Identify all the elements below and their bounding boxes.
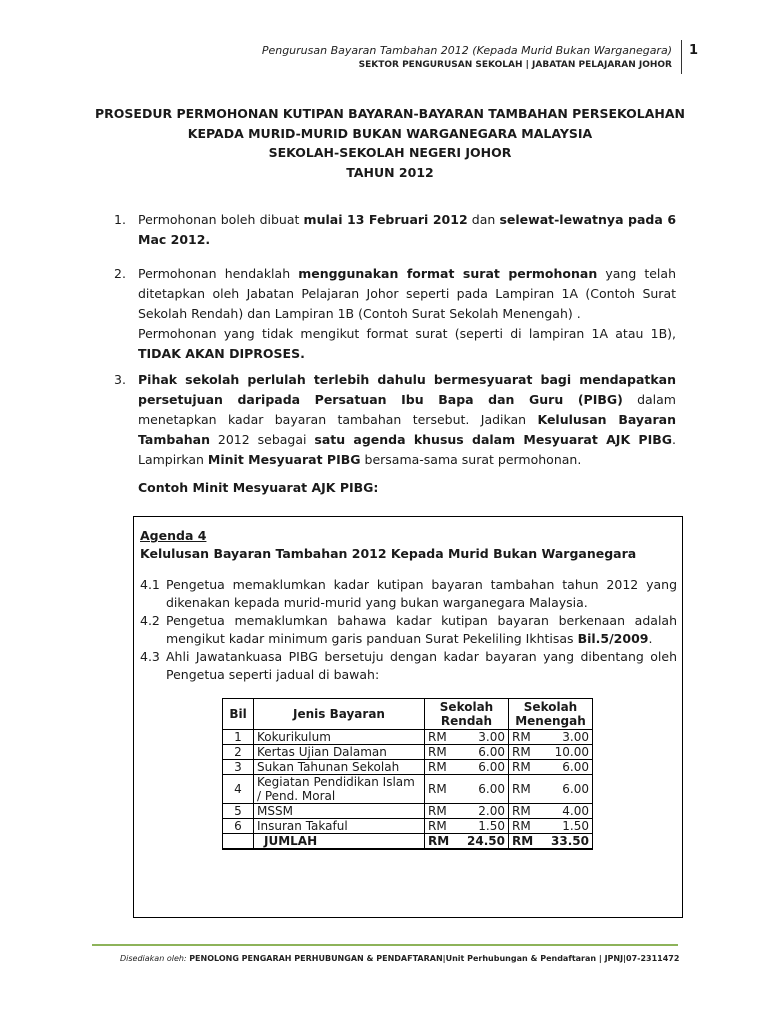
item-3-c: Kelulusan Bayaran Tambahan: [138, 412, 676, 447]
item-2-d: Permohonan yang tidak mengikut format surat (seperti di lampiran 1A atau 1B),: [138, 326, 676, 341]
cell-jenis: Kertas Ujian Dalaman: [254, 745, 425, 760]
table-row: [223, 775, 593, 804]
cell-menengah-currency: RM: [509, 804, 535, 819]
cell-bil: [223, 834, 254, 850]
header-divider: [681, 40, 682, 74]
cell-rendah-currency: RM: [425, 745, 451, 760]
item-2-a: Permohonan hendaklah: [138, 266, 299, 281]
cell-menengah-currency: RM: [509, 745, 535, 760]
table-row: [223, 819, 593, 834]
item-3-b: dalam menetapkan kadar bayaran tambahan tersebut. Jadikan: [138, 392, 676, 427]
cell-bil: 1: [223, 730, 254, 745]
col-header-rendah: Sekolah Rendah: [425, 699, 509, 730]
cell-rendah-currency: RM: [425, 804, 451, 819]
col-header-bil: Bil: [223, 699, 254, 730]
table-total-row: [223, 834, 593, 850]
item-2-c: yang telah ditetapkan oleh Jabatan Pelajaran Johor seperti pada Lampiran 1A (Contoh Surat Sekolah Rendah) dan Lampiran 1B (Contoh Surat Sekolah Menengah) .: [138, 266, 676, 321]
item-3-text: [138, 370, 676, 470]
item-3-g: Minit Mesyuarat PIBG: [207, 452, 361, 467]
item-2-text: [138, 264, 676, 364]
cell-jenis: MSSM: [254, 804, 425, 819]
item-1-b: mulai 13 Februari 2012: [303, 212, 468, 227]
cell-menengah-currency: RM: [509, 819, 535, 834]
cell-rendah-amount: 3.00: [450, 730, 509, 745]
header-sector: SEKTOR PENGURUSAN SEKOLAH | JABATAN PELAJARAN JOHOR: [358, 60, 672, 70]
cell-rendah-amount: 1.50: [450, 819, 509, 834]
item-1-a: Permohonan boleh dibuat: [138, 212, 304, 227]
total-menengah-currency: RM: [509, 834, 535, 850]
item-1-d: selewat-lewatnya pada 6 Mac 2012.: [138, 212, 677, 247]
table-row: [223, 745, 593, 760]
title-line-4: TAHUN 2012: [346, 164, 434, 180]
footer-rule: [92, 944, 678, 946]
cell-menengah-currency: RM: [509, 760, 535, 775]
cell-rendah-currency: RM: [425, 760, 451, 775]
header-doc-title: Pengurusan Bayaran Tambahan 2012 (Kepada Murid Bukan Warganegara): [261, 44, 672, 57]
agenda-point-number: 4.1: [140, 577, 160, 592]
agenda-point-2-tail: .: [648, 630, 653, 646]
table-row: [223, 730, 593, 745]
page-number: 1: [689, 43, 699, 58]
title-line-3: SEKOLAH-SEKOLAH NEGERI JOHOR: [268, 145, 512, 160]
cell-menengah-amount: 1.50: [534, 819, 593, 834]
item-3-f: . Lampirkan: [138, 432, 676, 467]
item-1-c: dan: [467, 212, 500, 227]
cell-rendah-amount: 6.00: [450, 760, 509, 775]
agenda-title: Agenda 4: [140, 528, 207, 543]
cell-menengah-currency: RM: [509, 730, 535, 745]
item-2-para-2: [138, 324, 676, 364]
cell-jenis: Sukan Tahunan Sekolah: [254, 760, 425, 775]
agenda-subtitle: Kelulusan Bayaran Tambahan 2012 Kepada Murid Bukan Warganegara: [140, 546, 637, 561]
cell-rendah-amount: 2.00: [450, 804, 509, 819]
agenda-point-text: Pengetua memaklumkan kadar kutipan bayaran tambahan tahun 2012 yang dikenakan kepada murid-murid yang bukan warganegara Malaysia.: [166, 577, 677, 610]
cell-rendah-currency: RM: [425, 819, 451, 834]
fee-table-body: [223, 730, 593, 850]
footer-text: PENOLONG PENGARAH PERHUBUNGAN & PENDAFTARAN|Unit Perhubungan & Pendaftaran | JPNJ|07-2311472: [189, 954, 680, 963]
fee-table: [222, 698, 593, 850]
item-3-a: Pihak sekolah perlulah terlebih dahulu bermesyuarat bagi mendapatkan persetujuan daripada Persatuan Ibu Bapa dan Guru (PIBG): [138, 372, 676, 407]
contoh-minit-label: Contoh Minit Mesyuarat AJK PIBG:: [138, 480, 379, 495]
item-3-d: 2012 sebagai: [210, 432, 315, 447]
item-2-number: 2.: [114, 266, 126, 281]
table-row: [223, 760, 593, 775]
cell-rendah-currency: RM: [425, 775, 451, 804]
agenda-point-text: Ahli Jawatankuasa PIBG bersetuju dengan kadar bayaran yang dibentang oleh Pengetua seperti jadual di bawah:: [166, 649, 677, 682]
cell-jenis: Insuran Takaful: [254, 819, 425, 834]
fee-table-header-row: [223, 699, 593, 730]
table-row: [223, 804, 593, 819]
item-1-text: [138, 210, 676, 250]
agenda-point-number: 4.2: [140, 613, 160, 628]
total-rendah-currency: RM: [425, 834, 451, 850]
agenda-point-2-ref: Bil.5/2009: [577, 630, 649, 646]
item-3-e: satu agenda khusus dalam Mesyuarat AJK PIBG: [314, 432, 673, 447]
item-3-h: bersama-sama surat permohonan.: [360, 452, 582, 467]
document-title: [80, 104, 700, 182]
cell-bil: 2: [223, 745, 254, 760]
cell-rendah-amount: 6.00: [450, 775, 509, 804]
item-3-number: 3.: [114, 372, 126, 387]
footer-label: Disediakan oleh:: [120, 954, 187, 963]
cell-bil: 6: [223, 819, 254, 834]
total-rendah-amount: 24.50: [450, 834, 509, 850]
footer: [120, 954, 679, 963]
agenda-point-2-text: Pengetua memaklumkan bahawa kadar kutipan bayaran berkenaan adalah mengikut kadar minimum garis panduan Surat Pekeliling Ikhtisas: [166, 613, 677, 646]
item-2-b: menggunakan format surat permohonan: [298, 266, 598, 281]
total-label: JUMLAH: [254, 834, 425, 850]
cell-bil: 5: [223, 804, 254, 819]
title-line-2: KEPADA MURID-MURID BUKAN WARGANEGARA MALAYSIA: [187, 125, 593, 141]
item-2-e: TIDAK AKAN DIPROSES.: [138, 346, 305, 361]
cell-menengah-amount: 10.00: [534, 745, 593, 760]
item-2-para-1: [138, 264, 676, 324]
cell-menengah-amount: 6.00: [534, 775, 593, 804]
title-line-1: PROSEDUR PERMOHONAN KUTIPAN BAYARAN-BAYARAN TAMBAHAN PERSEKOLAHAN: [95, 106, 685, 121]
cell-rendah-currency: RM: [425, 730, 451, 745]
col-header-jenis: Jenis Bayaran: [254, 699, 425, 730]
item-1-number: 1.: [114, 212, 126, 227]
total-menengah-amount: 33.50: [534, 834, 593, 850]
col-header-menengah: Sekolah Menengah: [509, 699, 593, 730]
cell-bil: 4: [223, 775, 254, 804]
cell-jenis: Kegiatan Pendidikan Islam / Pend. Moral: [254, 775, 425, 804]
agenda-point-number: 4.3: [140, 649, 160, 664]
cell-bil: 3: [223, 760, 254, 775]
agenda-point-text: [166, 612, 677, 647]
cell-menengah-currency: RM: [509, 775, 535, 804]
cell-menengah-amount: 3.00: [534, 730, 593, 745]
cell-rendah-amount: 6.00: [450, 745, 509, 760]
cell-menengah-amount: 4.00: [534, 804, 593, 819]
cell-menengah-amount: 6.00: [534, 760, 593, 775]
cell-jenis: Kokurikulum: [254, 730, 425, 745]
